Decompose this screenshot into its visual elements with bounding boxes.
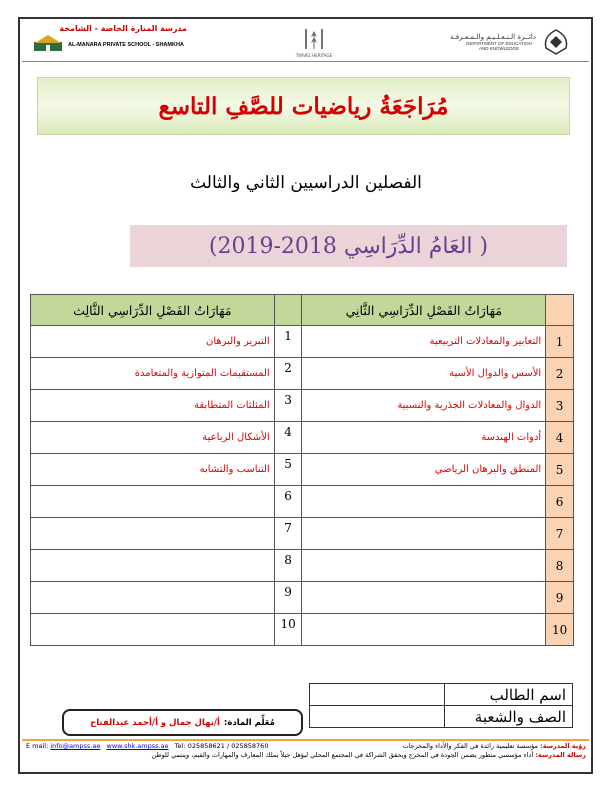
second-semester-skill — [302, 614, 546, 646]
footer-contact: E mail: info@ampss.ae www.shk.ampss.ae Tel: 025858621 / 025858760 — [26, 742, 269, 750]
row-number: 9 — [274, 582, 302, 614]
school-name-en: AL-MANARA PRIVATE SCHOOL - SHAMKHA — [68, 42, 184, 48]
school-logo-icon — [33, 34, 63, 52]
row-number: 9 — [546, 582, 574, 614]
footer — [26, 742, 586, 760]
row-number: 5 — [546, 454, 574, 486]
row-number: 3 — [274, 390, 302, 422]
third-semester-skill — [31, 614, 275, 646]
department-emblem-icon — [538, 28, 574, 56]
row-number: 8 — [274, 550, 302, 582]
row-number: 8 — [546, 550, 574, 582]
heritage-logo-icon — [292, 27, 336, 55]
row-number: 4 — [274, 422, 302, 454]
row-number: 1 — [274, 326, 302, 358]
third-semester-skill — [31, 486, 275, 518]
table-row — [31, 326, 574, 358]
semesters-subtitle: الفصلين الدراسيين الثاني والثالث — [190, 173, 422, 193]
department-name-en: DEPARTMENT OF EDUCATION AND KNOWLEDGE — [466, 41, 532, 51]
third-semester-skill: الأشكال الرباعية — [31, 422, 275, 454]
academic-year-banner — [130, 225, 567, 267]
academic-year: ( العَامُ الدِّرَاسِي 2018-2019) — [208, 233, 489, 259]
class-section-field[interactable] — [310, 706, 445, 728]
third-semester-skill — [31, 582, 275, 614]
third-semester-skill — [31, 518, 275, 550]
table-row — [31, 454, 574, 486]
school-name-ar: مدرسة المنارة الخاصة - الشامخة — [59, 24, 187, 33]
title-banner — [37, 77, 570, 135]
row-number: 2 — [546, 358, 574, 390]
second-semester-skill — [302, 518, 546, 550]
table-row — [31, 550, 574, 582]
second-semester-skill: الأسس والدوال الأسية — [302, 358, 546, 390]
student-name-field[interactable] — [310, 684, 445, 706]
table-row — [31, 582, 574, 614]
header-divider — [22, 61, 589, 62]
table-header-row — [31, 295, 574, 326]
second-semester-skill — [302, 550, 546, 582]
third-semester-skill: التبرير والبرهان — [31, 326, 275, 358]
row-number: 6 — [274, 486, 302, 518]
class-section-label: الصف والشعبة — [445, 706, 573, 728]
table-row — [31, 614, 574, 646]
second-semester-skill — [302, 582, 546, 614]
second-semester-skill: التعابير والمعادلات التربيعية — [302, 326, 546, 358]
row-number: 5 — [274, 454, 302, 486]
school-mission: رسالة المدرسة: أداء مؤسسي متطور يضمن الجودة في المخرج ويحقق الشراكة في المجتمع المحلي ليؤهل جيلاً يملك المعارف والمهارات والقيم، وينتمي للوطن — [151, 751, 586, 759]
second-semester-skill — [302, 486, 546, 518]
table-row — [31, 390, 574, 422]
student-name-label: اسم الطالب — [445, 684, 573, 706]
row-number: 3 — [546, 390, 574, 422]
student-info-table — [309, 683, 573, 728]
number-column-heading — [546, 295, 574, 326]
second-semester-skill: أدوات الهندسة — [302, 422, 546, 454]
third-semester-skill — [31, 550, 275, 582]
column-separator — [274, 295, 302, 326]
table-row — [31, 518, 574, 550]
skills-table — [30, 294, 574, 646]
row-number: 2 — [274, 358, 302, 390]
teacher-label: مُعَلِّم المادة: — [223, 717, 275, 728]
table-row — [31, 422, 574, 454]
school-vision: رؤية المدرسة: مؤسسة تعليمية رائدة في الفكر والأداء والمخرجات — [402, 742, 586, 750]
website-link[interactable]: www.shk.ampss.ae — [106, 742, 169, 750]
second-semester-skill: الدوال والمعادلات الجذرية والنسبية — [302, 390, 546, 422]
row-number: 6 — [546, 486, 574, 518]
heritage-logo-text: TRAVEL HERITAGE — [295, 53, 333, 58]
table-row — [31, 358, 574, 390]
telephone: Tel: 025858621 / 025858760 — [174, 742, 269, 750]
row-number: 7 — [546, 518, 574, 550]
department-name-ar: دائــرة الـتـعـلـيـم والـمـعـرفـة — [449, 33, 536, 41]
second-semester-skill: المنطق والبرهان الرياضي — [302, 454, 546, 486]
teacher-box — [62, 709, 303, 736]
row-number: 10 — [274, 614, 302, 646]
footer-divider — [22, 739, 589, 741]
third-semester-heading: مَهَارَاتُ الفَصْلِ الدِّرَاسِي الثَّالِث — [31, 295, 275, 326]
teacher-names: أ/نهال جمال و أ/أحمد عبدالفتاح — [90, 717, 220, 728]
row-number: 4 — [546, 422, 574, 454]
table-row — [31, 486, 574, 518]
row-number: 1 — [546, 326, 574, 358]
row-number: 7 — [274, 518, 302, 550]
page-title: مُرَاجَعَةُ رياضيات للصَّفِ التاسع — [158, 92, 449, 120]
row-number: 10 — [546, 614, 574, 646]
third-semester-skill: المستقيمات المتوازية والمتعامدة — [31, 358, 275, 390]
second-semester-heading: مَهَارَاتُ الفَصْلِ الدِّرَاسِي الثَّانِي — [302, 295, 546, 326]
third-semester-skill: المثلثات المتطابقة — [31, 390, 275, 422]
email-link[interactable]: info@ampss.ae — [50, 742, 101, 750]
third-semester-skill: التناسب والتشابه — [31, 454, 275, 486]
